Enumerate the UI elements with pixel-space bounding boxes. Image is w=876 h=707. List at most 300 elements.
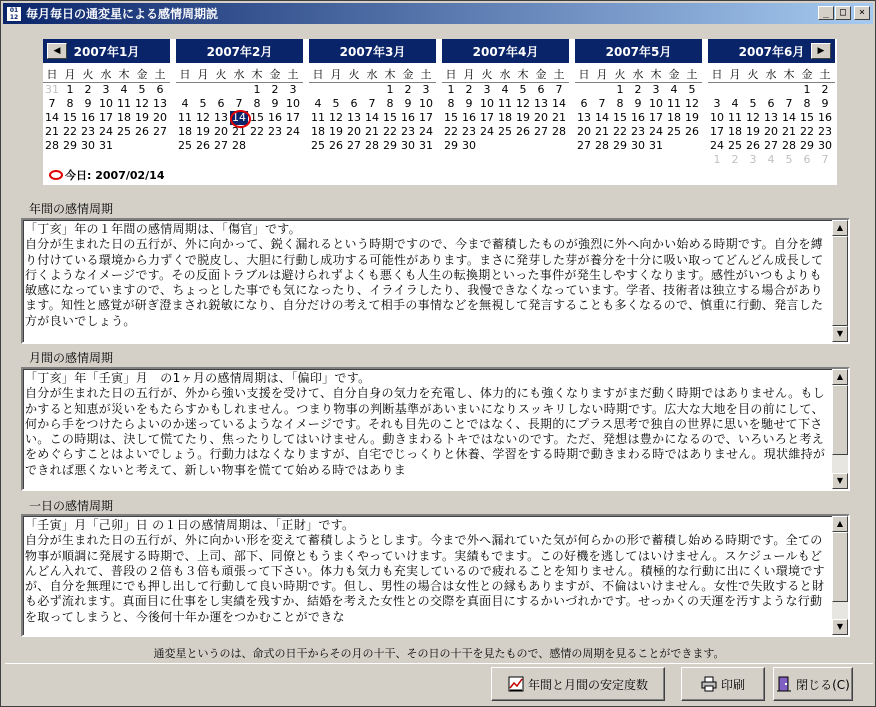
day-cell[interactable]: 28 [595,139,609,152]
weekday-label: 木 [650,68,662,81]
day-cell[interactable]: 10 [419,97,433,110]
day-cell[interactable]: 21 [782,125,796,138]
scroll-thumb[interactable] [832,236,848,326]
day-cell[interactable]: 21 [552,111,566,124]
weekday-label: 日 [578,68,590,81]
day-cell[interactable]: 2 [821,83,829,96]
day-cell[interactable]: 18 [728,125,742,138]
day-cell[interactable]: 23 [268,125,282,138]
weekday-label: 土 [819,68,831,81]
day-cell[interactable]: 5 [138,83,146,96]
chart-icon [508,676,524,692]
today-circle-icon [49,170,63,180]
day-cell[interactable]: 30 [631,139,645,152]
day-cell[interactable]: 17 [649,111,663,124]
footer-note: 通変星というのは、命式の日干からその月の十干、その日の十干を見たもので、感情の周期を見ることができます。 [153,647,725,660]
day-cell[interactable]: 4 [731,97,739,110]
weekday-label: 月 [197,68,209,81]
month-label: 2007年6月 [738,44,805,59]
day-cell-next-month[interactable]: 7 [821,153,829,166]
day-cell[interactable]: 16 [268,111,282,124]
day-cell[interactable]: 12 [685,97,699,110]
day-cell[interactable]: 7 [785,97,793,110]
month-text: 「丁亥」年「壬寅」月 の1ヶ月の感情周期は、「偏印」です。 自分が生まれた日の五行が、外から強い支援を受けて、自分自身の気力を充電し、体力的にも強くなりますがまだ動く時期ではありません。もしかすると知恵が災いをもたらすかもしれません。つまり物事の判断基準があいまいになりスッキリしない時期です。広大な大地を目の前にして、何から手をつけたらよいのか迷っているようなイメージです。それも目先のことではなく、長期的にプラス思考で独自の世界に思いを馳せて下さい。この時期は、決して慌てたり、焦ったりしてはいけません。動きまわるトキではないのです。ただ、発想は豊かになるので、いろいろと考えをめぐらすことはよいでしょう。行動力はなくなりますが、自宅でじっくりと休養、学習をする時期で動きまわる時ではありません。現状維持ができれば悪くないと考えて、新しい物事を慌てて始める時ではありま [25,371,826,477]
weekday-label: 火 [82,68,94,81]
day-cell[interactable]: 17 [286,111,300,124]
weekday-label: 日 [46,68,58,81]
day-cell[interactable]: 24 [99,125,113,138]
today-label: 今日: 2007/02/14 [65,169,165,182]
day-cell[interactable]: 2 [271,83,279,96]
day-cell[interactable]: 9 [404,97,412,110]
day-blank [708,83,726,97]
weekday-label: 日 [179,68,191,81]
day-cell[interactable]: 7 [555,83,563,96]
day-cell[interactable]: 21 [365,125,379,138]
year-text-box[interactable] [21,218,850,344]
day-cell[interactable]: 5 [688,83,696,96]
day-blank [345,83,363,97]
day-cell[interactable]: 19 [516,111,530,124]
print-button[interactable] [681,667,765,701]
month-calendar [442,39,569,153]
day-cell[interactable]: 17 [99,111,113,124]
day-cell[interactable]: 20 [577,125,591,138]
day-cell[interactable]: 16 [818,111,832,124]
day-cell[interactable]: 22 [250,125,264,138]
day-cell[interactable]: 29 [63,139,77,152]
day-cell[interactable]: 28 [45,139,59,152]
day-cell[interactable]: 22 [63,125,77,138]
day-grid [176,83,303,153]
day-cell[interactable]: 15 [613,111,627,124]
weekday-label: 日 [711,68,723,81]
maximize-button[interactable]: □ [835,6,851,20]
month-calendar [43,39,170,153]
day-cell[interactable]: 17 [419,111,433,124]
day-grid [442,83,569,153]
day-cell[interactable]: 9 [821,97,829,110]
day-cell[interactable]: 26 [685,125,699,138]
month-header [708,39,835,63]
day-text-box[interactable] [21,514,850,637]
weekday-label: 月 [729,68,741,81]
day-cell[interactable]: 3 [289,83,297,96]
close-button[interactable] [773,667,853,701]
weekday-label: 金 [136,68,148,81]
day-cell[interactable]: 13 [347,111,361,124]
month-section-label: 月間の感情周期 [29,351,114,365]
day-cell[interactable]: 9 [84,97,92,110]
day-cell[interactable]: 8 [616,97,624,110]
day-cell[interactable]: 23 [818,125,832,138]
day-cell[interactable]: 6 [217,97,225,110]
day-scrollbar[interactable] [832,516,848,635]
day-grid [708,83,835,167]
day-cell[interactable]: 29 [444,139,458,152]
day-cell-today[interactable]: 14 [232,111,246,124]
weekday-label: 土 [686,68,698,81]
day-cell[interactable]: 4 [501,83,509,96]
day-cell[interactable]: 19 [135,111,149,124]
day-cell[interactable]: 20 [534,111,548,124]
day-cell[interactable]: 8 [253,97,261,110]
day-cell[interactable]: 27 [153,125,167,138]
day-cell[interactable]: 1 [253,83,261,96]
year-scrollbar[interactable] [832,220,848,342]
day-cell[interactable]: 14 [365,111,379,124]
scroll-down-arrow-icon[interactable]: ▼ [832,326,848,342]
day-blank [194,83,212,97]
day-cell[interactable]: 22 [444,125,458,138]
calendar-panel [43,39,837,185]
day-cell[interactable]: 17 [710,125,724,138]
day-cell[interactable]: 8 [66,97,74,110]
day-cell[interactable]: 26 [516,125,530,138]
day-cell[interactable]: 2 [465,83,473,96]
day-cell[interactable]: 13 [153,97,167,110]
day-cell[interactable]: 13 [764,111,778,124]
weekday-label: 木 [384,68,396,81]
day-cell-next-month[interactable]: 2 [731,153,739,166]
day-cell[interactable]: 3 [713,97,721,110]
month-label: 2007年5月 [605,44,672,59]
day-cell[interactable]: 6 [537,83,545,96]
month-calendar [708,39,835,167]
weekday-label: 土 [287,68,299,81]
day-cell[interactable]: 24 [649,125,663,138]
weekday-header [708,66,835,83]
day-cell[interactable]: 24 [710,139,724,152]
weekday-label: 月 [463,68,475,81]
day-cell[interactable]: 25 [311,139,325,152]
close-button-label: 閉じる(C) [796,677,850,692]
day-cell[interactable]: 27 [534,125,548,138]
day-cell[interactable]: 19 [196,125,210,138]
minimize-button[interactable]: _ [818,6,834,20]
day-blank [176,83,194,97]
day-cell[interactable]: 19 [746,125,760,138]
weekday-header [43,66,170,83]
month-header [442,39,569,63]
day-cell[interactable]: 24 [419,125,433,138]
day-cell[interactable]: 29 [800,139,814,152]
day-cell[interactable]: 30 [401,139,415,152]
scroll-down-arrow-icon[interactable]: ▼ [832,619,848,635]
day-cell[interactable]: 12 [135,97,149,110]
day-cell[interactable]: 23 [462,125,476,138]
day-cell[interactable]: 28 [365,139,379,152]
scroll-up-arrow-icon[interactable]: ▲ [832,516,848,532]
day-cell[interactable]: 18 [117,111,131,124]
day-cell[interactable]: 6 [767,97,775,110]
weekday-header [442,66,569,83]
day-cell[interactable]: 2 [634,83,642,96]
day-cell[interactable]: 20 [764,125,778,138]
printer-icon [701,676,717,692]
day-cell[interactable]: 11 [178,111,192,124]
weekday-label: 木 [118,68,130,81]
day-cell[interactable]: 2 [404,83,412,96]
day-cell[interactable]: 12 [329,111,343,124]
weekday-label: 金 [668,68,680,81]
weekday-label: 水 [100,68,112,81]
day-cell[interactable]: 4 [670,83,678,96]
day-cell-next-month[interactable]: 5 [785,153,793,166]
day-cell[interactable]: 24 [480,125,494,138]
day-cell[interactable]: 26 [135,125,149,138]
day-blank [593,83,611,97]
weekday-label: 水 [499,68,511,81]
day-cell[interactable]: 3 [483,83,491,96]
day-cell[interactable]: 11 [311,111,325,124]
month-text-box[interactable] [21,367,850,491]
day-cell[interactable]: 26 [746,139,760,152]
day-cell[interactable]: 9 [271,97,279,110]
day-cell[interactable]: 16 [631,111,645,124]
day-cell[interactable]: 27 [764,139,778,152]
day-cell[interactable]: 22 [800,125,814,138]
day-cell[interactable]: 8 [803,97,811,110]
day-cell[interactable]: 14 [552,97,566,110]
day-blank [363,83,381,97]
weekday-label: 水 [233,68,245,81]
day-cell[interactable]: 21 [595,125,609,138]
day-cell[interactable]: 4 [181,97,189,110]
day-cell[interactable]: 12 [196,111,210,124]
day-cell[interactable]: 7 [48,97,56,110]
day-cell[interactable]: 11 [117,97,131,110]
day-cell[interactable]: 28 [232,139,246,152]
weekday-label: 金 [402,68,414,81]
calendar-app-icon: 01 12 [6,6,22,22]
day-cell[interactable]: 3 [652,83,660,96]
weekday-label: 日 [445,68,457,81]
day-cell[interactable]: 8 [447,97,455,110]
weekday-label: 土 [553,68,565,81]
day-cell[interactable]: 21 [232,125,246,138]
day-cell[interactable]: 29 [383,139,397,152]
day-cell[interactable]: 12 [746,111,760,124]
day-cell[interactable]: 21 [45,125,59,138]
day-cell[interactable]: 12 [516,97,530,110]
day-cell[interactable]: 24 [286,125,300,138]
stability-chart-button-label: 年間と月間の安定度数 [527,677,648,692]
day-cell[interactable]: 13 [214,111,228,124]
day-cell[interactable]: 27 [577,139,591,152]
exit-door-icon [776,676,792,692]
day-cell[interactable]: 14 [45,111,59,124]
close-window-button[interactable]: × [854,6,870,20]
day-cell[interactable]: 30 [818,139,832,152]
day-blank [575,83,593,97]
day-cell[interactable]: 6 [350,97,358,110]
day-text: 「壬寅」月「己卯」日 の１日の感情周期は、「正財」です。 自分が生まれた日の五行が、外に向かい形を変えて蓄積しようとします。今まで外へ漏れていた気が何らかの形で蓄積し始める時期です。全ての物事が順調に発展する時期で、上司、部下、同僚ともうまくやっていけます。実績もでます。この好機を逃してはいけません。スケジュールもどんどん入れて、普段の２倍も３倍も頑張って下さい。体力も気力も充実しているので疲れることを知りません。積極的な行動に出にくい環境ですが、自分を無理にでも押し出して行動して良い時期です。但し、男性の場合は女性との縁もありますが、不倫はいけません。女性で失敗すると財も必ず流れます。真面目に仕事をし実績を残すか、結婚を考えた女性との交際を真面目にするかいづれかです。せっかくの天運を汚すような行動を取ってしまうと、今後何十年か運をつかむことができな [25,518,825,624]
day-cell[interactable]: 15 [250,111,264,124]
day-cell[interactable]: 18 [311,125,325,138]
day-cell[interactable]: 6 [156,83,164,96]
weekday-label: 木 [517,68,529,81]
day-cell[interactable]: 30 [462,139,476,152]
day-cell[interactable]: 18 [498,111,512,124]
day-cell[interactable]: 31 [649,139,663,152]
day-cell[interactable]: 25 [178,139,192,152]
scroll-thumb[interactable] [832,532,848,602]
day-cell[interactable]: 17 [480,111,494,124]
day-cell[interactable]: 13 [577,111,591,124]
month-label: 2007年1月 [73,44,140,59]
day-cell-next-month[interactable]: 6 [803,153,811,166]
month-label: 2007年4月 [472,44,539,59]
day-cell[interactable]: 14 [595,111,609,124]
day-cell[interactable]: 27 [347,139,361,152]
day-cell[interactable]: 10 [286,97,300,110]
day-grid [309,83,436,153]
weekday-label: 水 [765,68,777,81]
day-cell[interactable]: 10 [480,97,494,110]
day-cell[interactable]: 18 [178,125,192,138]
year-section-label: 年間の感情周期 [29,202,114,216]
day-cell[interactable]: 23 [631,125,645,138]
day-blank [762,83,780,97]
day-cell[interactable]: 9 [634,97,642,110]
day-cell[interactable]: 6 [580,97,588,110]
day-cell[interactable]: 10 [99,97,113,110]
day-cell[interactable]: 30 [81,139,95,152]
weekday-label: 火 [348,68,360,81]
day-cell[interactable]: 18 [667,111,681,124]
day-cell-next-month[interactable]: 1 [713,153,721,166]
day-cell[interactable]: 16 [401,111,415,124]
day-cell[interactable]: 11 [667,97,681,110]
day-cell[interactable]: 1 [616,83,624,96]
stability-chart-button[interactable] [491,667,665,701]
day-cell[interactable]: 7 [235,97,243,110]
weekday-label: 月 [330,68,342,81]
prev-month-arrow-icon[interactable]: ◀ [47,43,67,59]
month-header [43,39,170,63]
day-blank [744,83,762,97]
day-cell[interactable]: 27 [214,139,228,152]
month-label: 2007年3月 [339,44,406,59]
day-cell[interactable]: 31 [419,139,433,152]
day-cell[interactable]: 20 [153,111,167,124]
day-cell[interactable]: 26 [196,139,210,152]
day-cell[interactable]: 10 [710,111,724,124]
day-cell[interactable]: 13 [534,97,548,110]
weekday-label: 火 [215,68,227,81]
scroll-thumb[interactable] [832,385,848,455]
weekday-label: 火 [614,68,626,81]
day-cell[interactable]: 1 [66,83,74,96]
scroll-up-arrow-icon[interactable]: ▲ [832,369,848,385]
day-blank [327,83,345,97]
month-calendar [309,39,436,153]
day-cell[interactable]: 3 [102,83,110,96]
day-cell-next-month[interactable]: 4 [767,153,775,166]
day-cell[interactable]: 25 [728,139,742,152]
day-cell[interactable]: 10 [649,97,663,110]
day-section-label: 一日の感情周期 [29,499,114,513]
day-blank [212,83,230,97]
day-cell[interactable]: 2 [84,83,92,96]
day-cell[interactable]: 1 [447,83,455,96]
day-cell[interactable]: 1 [386,83,394,96]
day-cell[interactable]: 28 [552,125,566,138]
print-button-label: 印刷 [720,677,745,692]
weekday-label: 土 [420,68,432,81]
day-cell[interactable]: 15 [444,111,458,124]
weekday-label: 金 [535,68,547,81]
day-cell[interactable]: 20 [214,125,228,138]
day-cell[interactable]: 19 [685,111,699,124]
day-cell[interactable]: 5 [749,97,757,110]
day-cell[interactable]: 19 [329,125,343,138]
day-cell[interactable]: 4 [120,83,128,96]
weekday-label: 金 [269,68,281,81]
weekday-label: 水 [632,68,644,81]
day-cell[interactable]: 15 [800,111,814,124]
day-cell[interactable]: 22 [613,125,627,138]
day-cell[interactable]: 25 [667,125,681,138]
day-cell[interactable]: 26 [329,139,343,152]
window-title: 毎月毎日の通変星による感情周期説 [26,7,219,21]
day-cell[interactable]: 4 [314,97,322,110]
day-cell[interactable]: 20 [347,125,361,138]
day-blank [780,83,798,97]
next-month-arrow-icon[interactable]: ▶ [811,43,831,59]
day-cell[interactable]: 11 [728,111,742,124]
month-label: 2007年2月 [206,44,273,59]
day-cell-next-month[interactable]: 3 [749,153,757,166]
day-cell[interactable]: 15 [383,111,397,124]
day-cell[interactable]: 11 [498,97,512,110]
title-bar [3,3,873,24]
weekday-label: 火 [481,68,493,81]
weekday-label: 火 [747,68,759,81]
day-cell[interactable]: 3 [422,83,430,96]
day-cell[interactable]: 25 [117,125,131,138]
scroll-up-arrow-icon[interactable]: ▲ [832,220,848,236]
scroll-down-arrow-icon[interactable]: ▼ [832,473,848,489]
day-cell[interactable]: 16 [462,111,476,124]
day-grid [575,83,702,153]
day-cell[interactable]: 28 [782,139,796,152]
month-header [309,39,436,63]
day-cell[interactable]: 7 [598,97,606,110]
day-cell[interactable]: 14 [782,111,796,124]
month-scrollbar[interactable] [832,369,848,489]
day-cell[interactable]: 16 [81,111,95,124]
day-cell[interactable]: 5 [519,83,527,96]
day-cell[interactable]: 15 [63,111,77,124]
day-cell[interactable]: 7 [368,97,376,110]
day-cell[interactable]: 23 [401,125,415,138]
day-cell[interactable]: 29 [613,139,627,152]
day-cell[interactable]: 5 [332,97,340,110]
day-cell[interactable]: 1 [803,83,811,96]
day-cell[interactable]: 22 [383,125,397,138]
day-cell[interactable]: 31 [99,139,113,152]
weekday-label: 月 [596,68,608,81]
day-cell[interactable]: 23 [81,125,95,138]
day-cell[interactable]: 5 [199,97,207,110]
day-cell[interactable]: 8 [386,97,394,110]
day-cell[interactable]: 25 [498,125,512,138]
day-cell[interactable]: 9 [465,97,473,110]
today-indicator[interactable] [49,167,165,183]
day-cell[interactable]: 31 [45,83,59,96]
